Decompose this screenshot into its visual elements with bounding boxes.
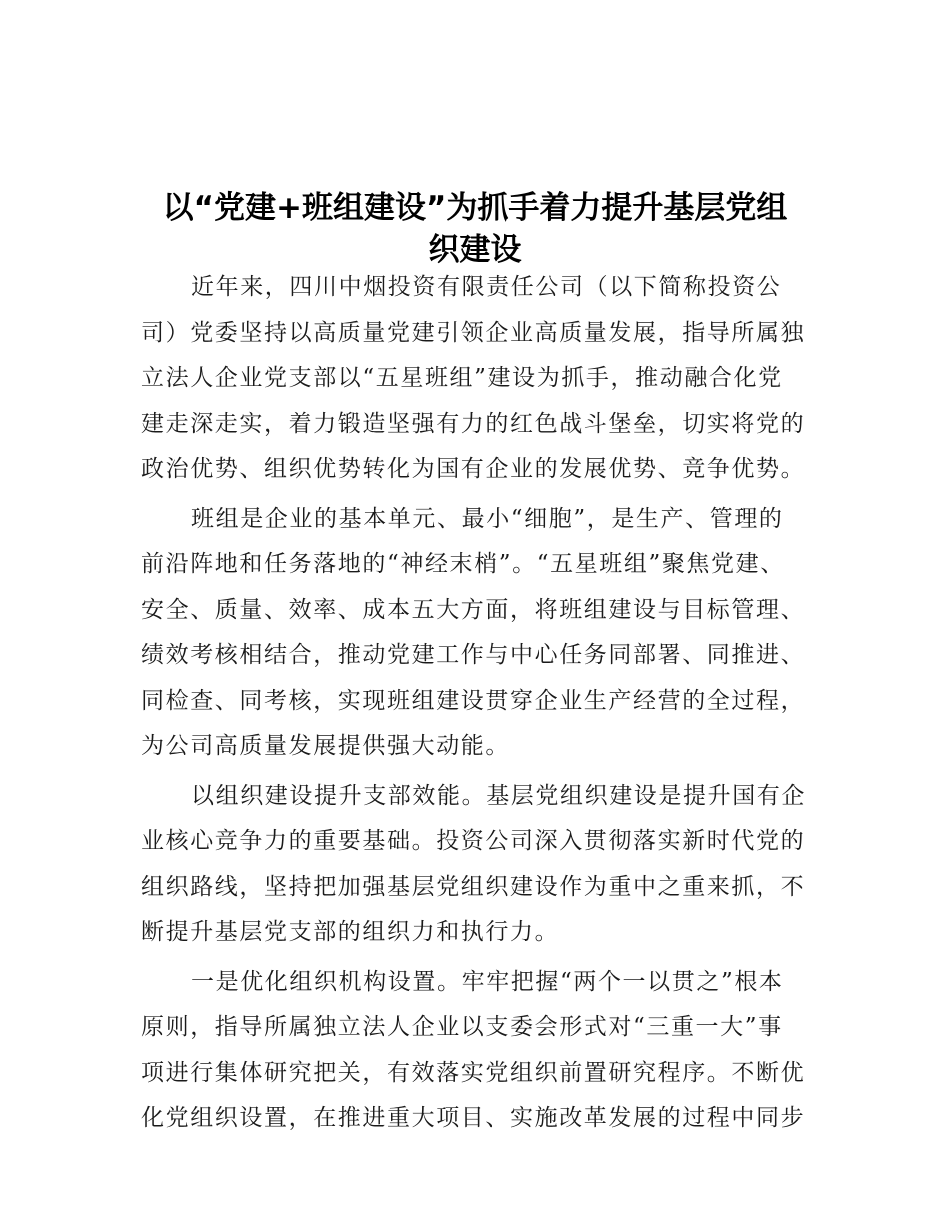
text-line: 为公司高质量发展提供强大动能。 <box>141 733 510 759</box>
text-line: 组织路线，坚持把加强基层党组织建设作为重中之重来抓，不 <box>141 873 806 900</box>
text-line: 建走深走实，着力锻造坚强有力的红色战斗堡垒，切实将党的 <box>141 410 806 437</box>
text-line: 断提升基层党支部的组织力和执行力。 <box>141 919 560 945</box>
text-line: 原则，指导所属独立法人企业以支委会形式对“三重一大”事 <box>141 1014 783 1040</box>
paragraph-organization <box>141 774 841 956</box>
text-line: 政治优势、组织优势转化为国有企业的发展优势、竞争优势。 <box>141 456 806 482</box>
document-body <box>141 265 841 1142</box>
text-line: 前沿阵地和任务落地的“神经末梢”。“五星班组”聚焦党建、 <box>141 551 785 577</box>
text-line: 近年来，四川中烟投资有限责任公司（以下简称投资公 <box>191 274 782 300</box>
paragraph-team-building <box>141 497 841 770</box>
paragraph-intro <box>141 265 841 493</box>
title-line-1: 以“党建+班组建设”为抓手着力提升基层党组 <box>162 189 788 226</box>
text-line: 司）党委坚持以高质量党建引领企业高质量发展，指导所属独 <box>141 319 806 346</box>
text-line: 以组织建设提升支部效能。基层党组织建设是提升国有企 <box>191 782 806 809</box>
text-line: 项进行集体研究把关，有效落实党组织前置研究程序。不断优 <box>141 1059 806 1086</box>
text-line: 班组是企业的基本单元、最小“细胞”，是生产、管理的 <box>191 505 784 532</box>
title-line-2: 织建设 <box>428 231 522 268</box>
text-line: 安全、质量、效率、成本五大方面，将班组建设与目标管理、 <box>141 596 806 623</box>
text-line: 同检查、同考核，实现班组建设贯穿企业生产经营的全过程， <box>141 687 806 714</box>
document-title <box>130 187 820 271</box>
text-line: 绩效考核相结合，推动党建工作与中心任务同部署、同推进、 <box>141 642 806 668</box>
text-line: 立法人企业党支部以“五星班组”建设为抓手，推动融合化党 <box>141 365 783 391</box>
text-line: 业核心竞争力的重要基础。投资公司深入贯彻落实新时代党的 <box>141 828 806 854</box>
text-line: 一是优化组织机构设置。牢牢把握“两个一以贯之”根本 <box>191 968 784 995</box>
text-line: 化党组织设置，在推进重大项目、实施改革发展的过程中同步 <box>141 1105 806 1131</box>
paragraph-structure <box>141 960 841 1142</box>
